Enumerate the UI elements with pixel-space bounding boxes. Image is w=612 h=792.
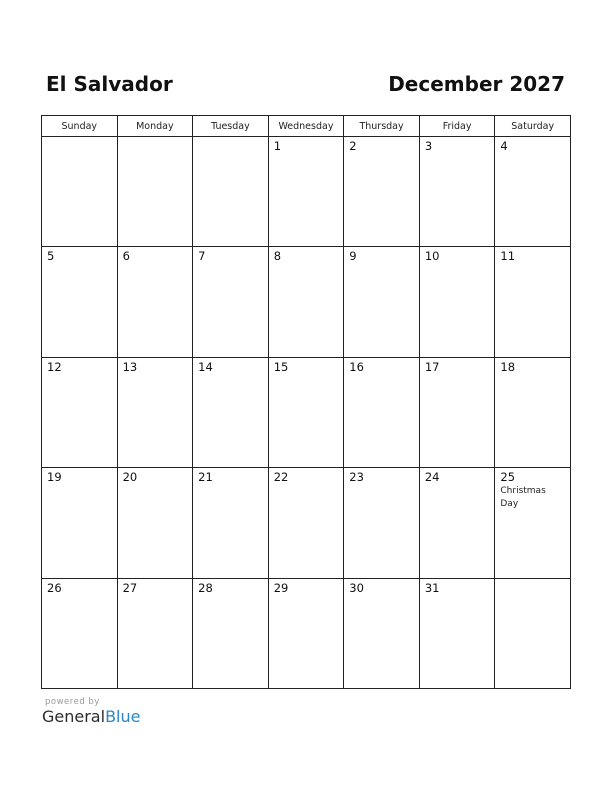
day-cell <box>117 357 193 467</box>
day-number: 28 <box>198 580 213 595</box>
month-title: December 2027 <box>388 72 565 96</box>
day-number: 5 <box>47 249 55 264</box>
day-number: 17 <box>424 359 440 374</box>
day-number: 6 <box>122 249 130 264</box>
weekday-header: Thursday <box>344 116 420 137</box>
day-cell <box>193 468 269 578</box>
day-cell <box>117 247 193 357</box>
day-cell <box>419 468 495 578</box>
day-number: 26 <box>47 580 62 595</box>
day-number: 4 <box>500 139 508 153</box>
day-cell <box>268 137 344 247</box>
day-cell <box>117 578 193 688</box>
weekday-header: Saturday <box>495 116 571 137</box>
day-number: 12 <box>47 359 62 374</box>
week-row <box>42 357 571 467</box>
day-cell <box>495 137 571 247</box>
week-row <box>42 578 571 688</box>
day-number: 27 <box>122 580 138 595</box>
day-cell <box>344 247 420 357</box>
day-number: 13 <box>122 359 138 374</box>
day-number: 21 <box>198 470 213 485</box>
day-number: 23 <box>349 470 364 485</box>
empty-day-cell <box>495 578 571 688</box>
day-cell <box>495 357 571 467</box>
day-number: 1 <box>273 139 282 153</box>
week-row <box>42 468 571 578</box>
day-cell <box>42 578 118 688</box>
day-number: 25 <box>500 470 516 485</box>
day-cell <box>419 247 495 357</box>
day-cell <box>268 247 344 357</box>
day-cell <box>419 357 495 467</box>
week-row <box>42 247 571 357</box>
day-cell <box>268 468 344 578</box>
day-number: 8 <box>273 249 282 264</box>
weekday-header-row <box>42 116 571 137</box>
day-cell <box>268 357 344 467</box>
week-row <box>42 137 571 247</box>
day-number: 29 <box>273 580 289 595</box>
country-title: El Salvador <box>46 72 173 96</box>
day-cell <box>495 247 571 357</box>
day-cell <box>495 468 571 578</box>
day-cell <box>193 578 269 688</box>
day-number: 20 <box>122 470 138 485</box>
day-cell <box>344 468 420 578</box>
day-cell <box>419 137 495 247</box>
day-cell <box>419 578 495 688</box>
weekday-header: Monday <box>117 116 193 137</box>
day-cell <box>193 247 269 357</box>
day-number: 30 <box>349 580 364 595</box>
day-number: 2 <box>349 139 357 153</box>
holiday-label: Christmas Day <box>500 486 546 510</box>
weekday-header: Friday <box>419 116 495 137</box>
day-number: 16 <box>349 359 364 374</box>
day-cell <box>42 357 118 467</box>
day-cell <box>344 137 420 247</box>
logo-text-blue: Blue <box>105 707 141 726</box>
day-cell <box>268 578 344 688</box>
weekday-header: Tuesday <box>193 116 269 137</box>
day-cell <box>117 468 193 578</box>
powered-by-label: powered by <box>45 697 100 707</box>
day-number: 19 <box>47 470 62 485</box>
weekday-header: Sunday <box>42 116 118 137</box>
calendar-grid <box>41 115 571 689</box>
day-number: 31 <box>424 580 440 595</box>
day-cell <box>344 357 420 467</box>
day-number: 10 <box>424 249 440 264</box>
day-cell <box>42 247 118 357</box>
empty-day-cell <box>117 137 193 247</box>
day-number: 24 <box>424 470 440 485</box>
empty-day-cell <box>193 137 269 247</box>
day-cell <box>344 578 420 688</box>
day-number: 15 <box>273 359 289 374</box>
logo-text-general: General <box>42 707 106 726</box>
day-number: 11 <box>500 249 516 264</box>
generalblue-logo[interactable] <box>42 707 140 727</box>
day-number: 14 <box>198 359 213 374</box>
day-number: 7 <box>198 249 206 264</box>
day-number: 18 <box>500 359 516 374</box>
day-cell <box>42 468 118 578</box>
day-cell <box>193 357 269 467</box>
day-number: 22 <box>273 470 289 485</box>
day-number: 3 <box>424 139 433 153</box>
empty-day-cell <box>42 137 118 247</box>
weekday-header: Wednesday <box>268 116 344 137</box>
day-number: 9 <box>349 249 357 264</box>
